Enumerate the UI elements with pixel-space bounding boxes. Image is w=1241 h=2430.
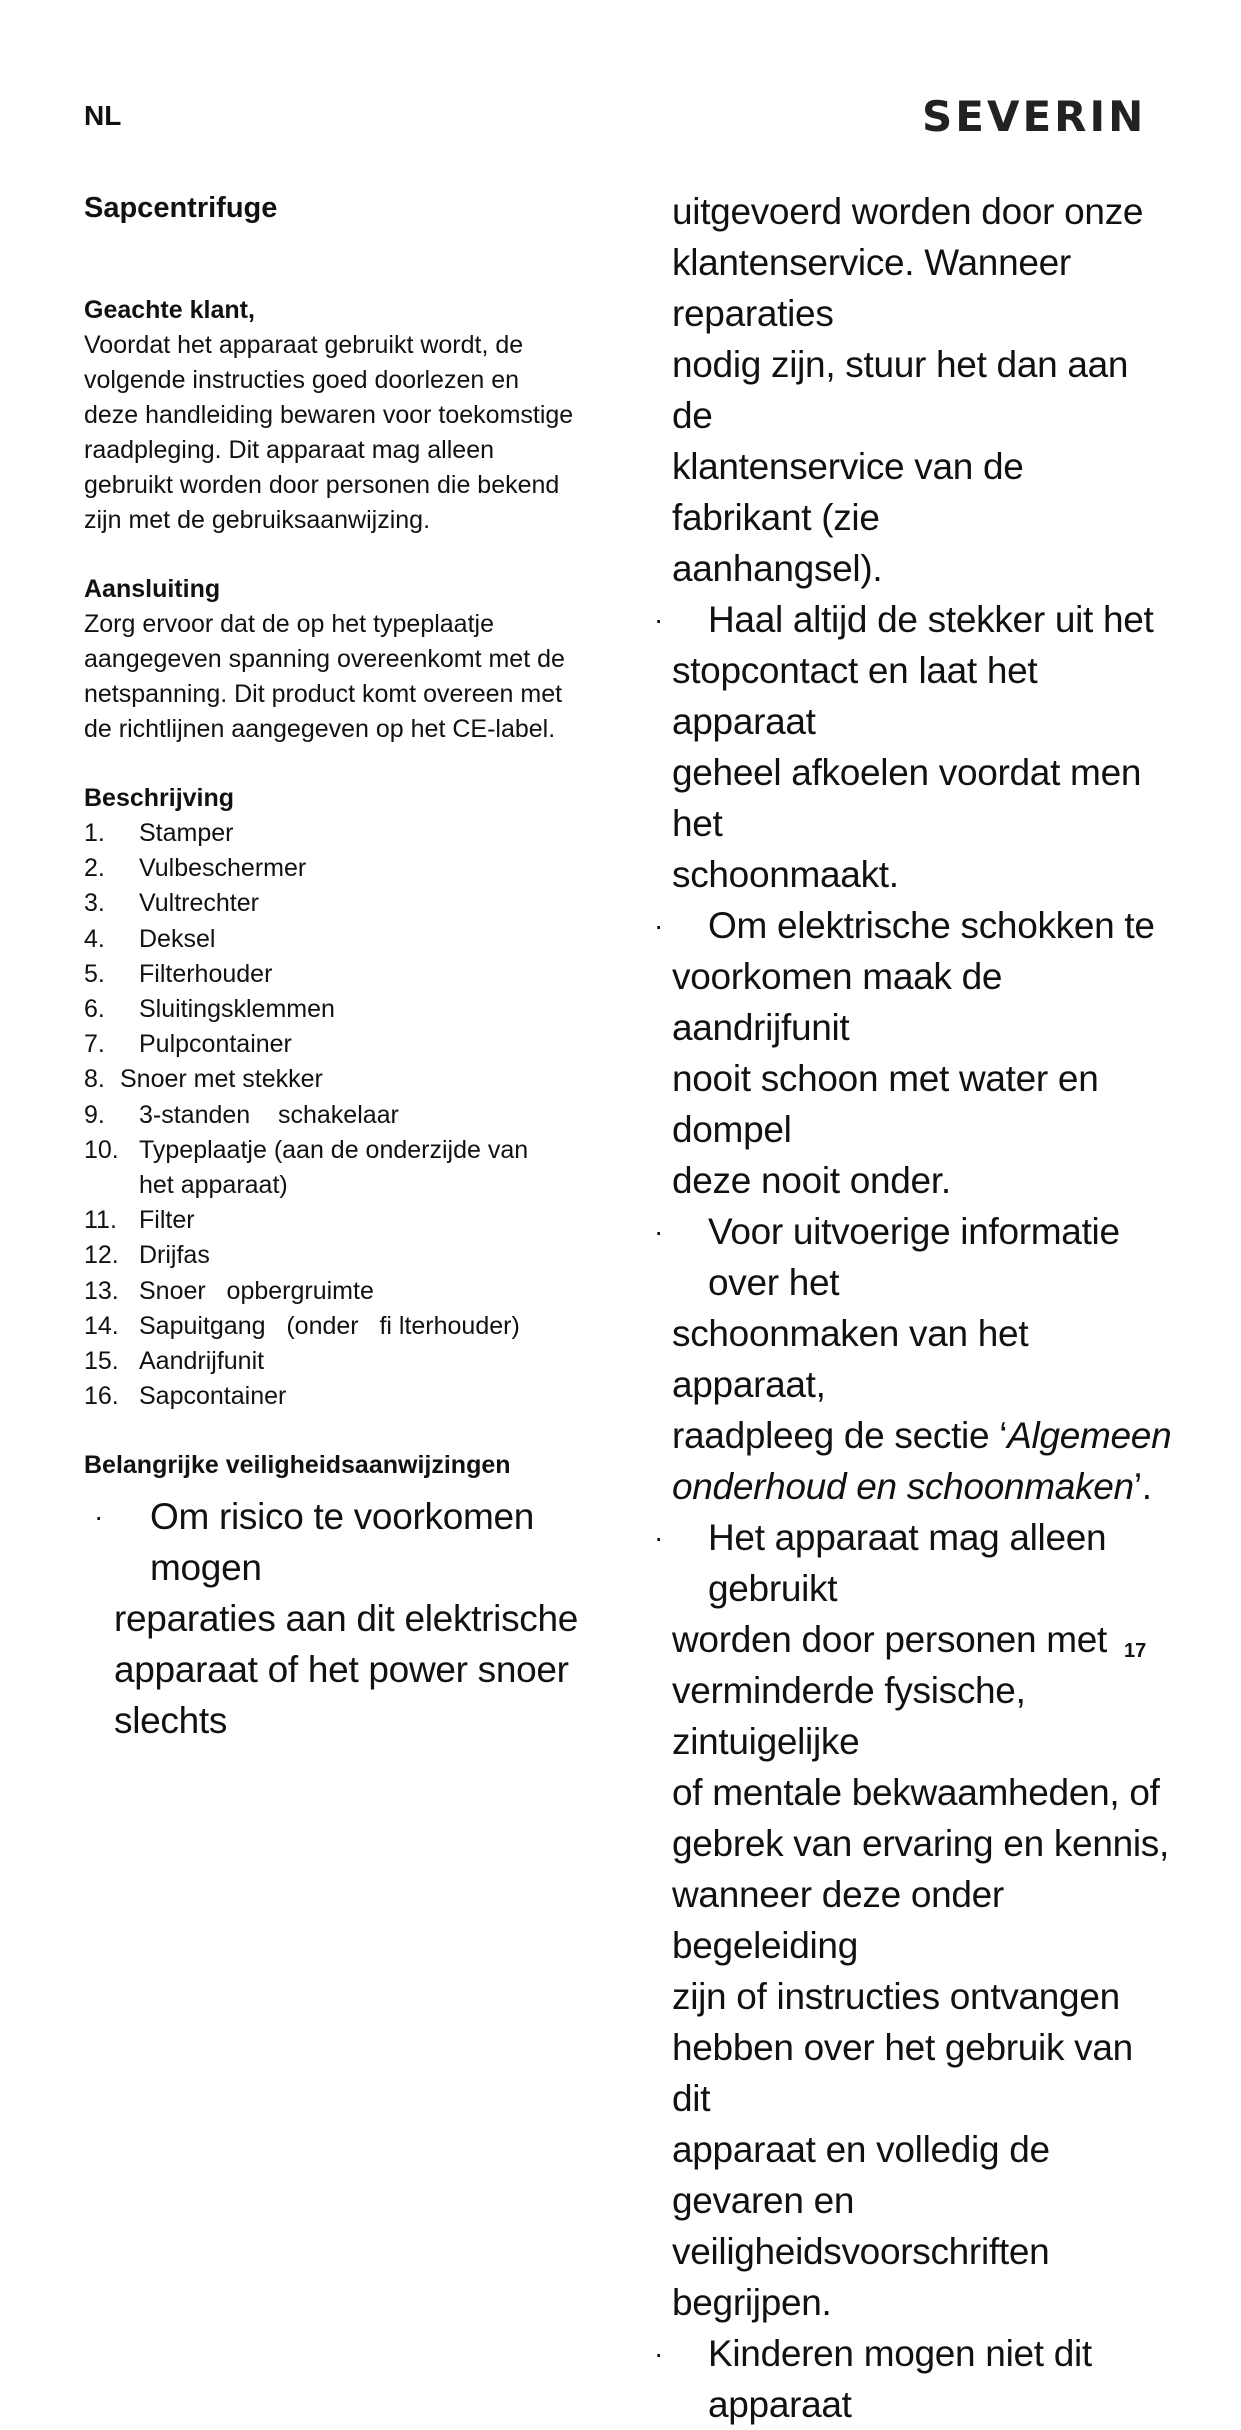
- bullet-dot: ·: [654, 1522, 664, 1553]
- description-section: [84, 781, 614, 1414]
- list-item: [84, 1203, 614, 1238]
- greeting-section: [84, 293, 614, 538]
- item-label: Snoer opbergruimte: [139, 1276, 374, 1305]
- bullet-line: [654, 900, 1172, 951]
- safety-bullet: [654, 594, 1172, 900]
- greeting-heading: Geachte klant,: [84, 296, 255, 324]
- safety-bullet: [654, 1512, 1172, 2328]
- item-number: 2.: [84, 854, 105, 883]
- item-label: Deksel: [139, 924, 216, 953]
- section-reference: onderhoud en schoonmaken: [672, 1466, 1134, 1507]
- text-line: nodig zijn, stuur het dan aan de: [672, 344, 1129, 436]
- text-line: volgende instructies goed doorlezen en: [84, 366, 520, 394]
- item-number: 16.: [84, 1382, 119, 1411]
- item-label: Filterhouder: [139, 959, 273, 988]
- item-number: 14.: [84, 1311, 119, 1340]
- text-line: veiligheidsvoorschriften begrijpen.: [672, 2231, 1050, 2323]
- list-item: [84, 957, 614, 992]
- text-line: zijn met de gebruiksaanwijzing.: [84, 506, 431, 534]
- item-label: Sluitingsklemmen: [139, 995, 335, 1024]
- text-line: zijn of instructies ontvangen: [672, 1976, 1120, 2017]
- text-line: Voordat het apparaat gebruikt wordt, de: [84, 331, 524, 359]
- item-number: 12.: [84, 1241, 119, 1270]
- item-number: 15.: [84, 1347, 119, 1376]
- safety-heading: Belangrijke veiligheidsaanwijzingen: [84, 1451, 511, 1480]
- bullet-dot: ·: [654, 910, 664, 941]
- text-line: [672, 1461, 1172, 1512]
- list-item: [84, 886, 614, 921]
- list-item: [84, 1274, 614, 1309]
- item-label: 3-standen schakelaar: [139, 1100, 399, 1129]
- item-label: Vulbeschermer: [139, 854, 307, 883]
- connection-section: [84, 572, 614, 747]
- safety-section: [84, 1448, 614, 1746]
- text-line: deze nooit onder.: [672, 1160, 951, 1201]
- list-item: [84, 1133, 614, 1203]
- list-item: [84, 992, 614, 1027]
- text-line: Het apparaat mag alleen gebruikt: [708, 1517, 1107, 1609]
- text-line: schoonmaken van het apparaat,: [672, 1313, 1029, 1405]
- list-item: [84, 1344, 614, 1379]
- text-line: [672, 1410, 1172, 1461]
- brand-logo: SEVERIN: [922, 92, 1147, 141]
- description-heading: Beschrijving: [84, 784, 235, 812]
- text-line: klantenservice. Wanneer reparaties: [672, 242, 1071, 334]
- safety-bullet: [654, 900, 1172, 1206]
- text-line: apparaat of het power snoer slechts: [114, 1649, 569, 1742]
- text-line: reparaties aan dit elektrische: [114, 1598, 579, 1640]
- bullet-continuation: [672, 186, 1172, 594]
- text-line: gebrek van ervaring en kennis,: [672, 1823, 1169, 1864]
- bullet-line: [654, 1206, 1172, 1308]
- bullet-dot: ·: [654, 2338, 664, 2369]
- item-number: 6.: [84, 995, 105, 1024]
- connection-text: [84, 607, 614, 747]
- safety-bullet: [84, 1491, 614, 1746]
- text-line: Om risico te voorkomen mogen: [150, 1496, 535, 1589]
- right-column: [654, 186, 1172, 2430]
- item-number: 7.: [84, 1030, 105, 1059]
- text-line: uitgevoerd worden door onze: [672, 191, 1144, 232]
- greeting-text: [84, 328, 614, 538]
- language-code: NL: [84, 100, 122, 131]
- text-line: hebben over het gebruik van dit: [672, 2027, 1133, 2119]
- text-line: aangegeven spanning overeenkomt met de: [84, 645, 565, 673]
- list-item: [84, 922, 614, 957]
- item-label: Typeplaatje (aan de onderzijde van het apparaat): [139, 1135, 529, 1200]
- text-line: voorkomen maak de aandrijfunit: [672, 956, 1003, 1048]
- text-fragment: raadpleeg de sectie ‘: [672, 1415, 1008, 1456]
- text-line: Haal altijd de stekker uit het: [708, 599, 1154, 640]
- safety-bullet: [654, 1206, 1172, 1512]
- item-label: Sapcontainer: [139, 1382, 287, 1411]
- item-label: Snoer met stekker: [120, 1065, 323, 1094]
- text-line: verminderde fysische, zintuigelijke: [672, 1670, 1026, 1762]
- item-number: 11.: [84, 1206, 117, 1235]
- text-line: Kinderen mogen niet dit apparaat: [708, 2333, 1092, 2425]
- item-number: 9.: [84, 1100, 105, 1129]
- text-line: aanhangsel).: [672, 548, 883, 589]
- list-item: [84, 1379, 614, 1414]
- item-number: 8.: [84, 1065, 105, 1094]
- text-line: of mentale bekwaamheden, of: [672, 1772, 1160, 1813]
- text-line: raadpleging. Dit apparaat mag alleen: [84, 436, 494, 464]
- text-line: wanneer deze onder begeleiding: [672, 1874, 1004, 1966]
- list-item: [84, 816, 614, 851]
- item-label: Aandrijfunit: [139, 1347, 265, 1376]
- bullet-line: [654, 2328, 1172, 2430]
- item-label: Stamper: [139, 819, 234, 847]
- text-line: nooit schoon met water en dompel: [672, 1058, 1099, 1150]
- text-line: de richtlijnen aangegeven op het CE-label.: [84, 715, 556, 743]
- bullet-line: [84, 1491, 614, 1593]
- left-column: [84, 192, 614, 1746]
- item-number: 5.: [84, 959, 105, 988]
- page-title: Sapcentrifuge: [84, 192, 278, 224]
- bullet-dot: ·: [654, 604, 664, 635]
- text-line: worden door personen met: [672, 1619, 1108, 1660]
- item-number: 13.: [84, 1276, 119, 1305]
- text-line: apparaat en volledig de gevaren en: [672, 2129, 1050, 2221]
- list-item: [84, 1238, 614, 1273]
- safety-bullet: [654, 2328, 1172, 2430]
- list-item: [84, 1027, 614, 1062]
- parts-list: [84, 816, 614, 1414]
- list-item: [84, 1062, 614, 1097]
- text-line: Om elektrische schokken te: [708, 905, 1155, 946]
- bullet-dot: ·: [654, 1216, 664, 1247]
- text-line: geheel afkoelen voordat men het: [672, 752, 1142, 844]
- connection-heading: Aansluiting: [84, 575, 221, 603]
- item-number: 4.: [84, 924, 105, 953]
- list-item: [84, 1098, 614, 1133]
- text-line: netspanning. Dit product komt overeen met: [84, 680, 563, 708]
- item-label: Pulpcontainer: [139, 1030, 292, 1059]
- bullet-line: [654, 1512, 1172, 1614]
- item-label: Sapuitgang (onder fi lterhouder): [139, 1311, 520, 1340]
- item-number: 10.: [84, 1135, 119, 1164]
- item-label: Vultrechter: [139, 889, 259, 918]
- list-item: [84, 1309, 614, 1344]
- page-number: 17: [1124, 1640, 1147, 1662]
- text-line: Voor uitvoerige informatie over het: [708, 1211, 1120, 1303]
- section-reference: Algemeen: [1007, 1415, 1172, 1456]
- text-line: gebruikt worden door personen die bekend: [84, 471, 560, 499]
- list-item: [84, 851, 614, 886]
- text-line: deze handleiding bewaren voor toekomstige: [84, 401, 574, 429]
- text-line: klantenservice van de fabrikant (zie: [672, 446, 1024, 538]
- text-line: schoonmaakt.: [672, 854, 899, 895]
- item-number: 3.: [84, 889, 105, 918]
- item-label: Filter: [139, 1206, 195, 1235]
- item-label: Drijfas: [139, 1241, 210, 1270]
- bullet-dot: ·: [94, 1501, 104, 1533]
- text-fragment: ’.: [1133, 1466, 1152, 1507]
- item-number: 1.: [84, 819, 105, 847]
- text-line: stopcontact en laat het apparaat: [672, 650, 1038, 742]
- bullet-line: [654, 594, 1172, 645]
- text-line: Zorg ervoor dat de op het typeplaatje: [84, 610, 494, 638]
